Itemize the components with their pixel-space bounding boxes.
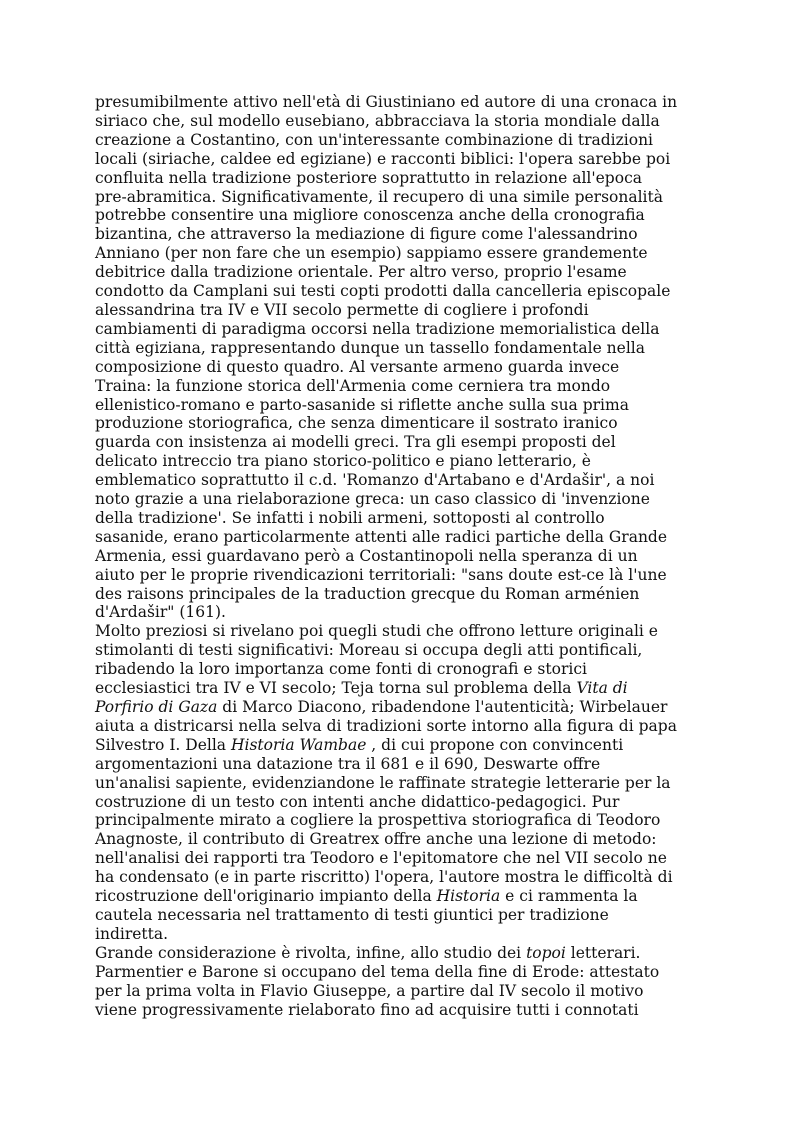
italic-title: Historia: [436, 887, 501, 906]
text-run: per la prima volta in Flavio Giuseppe, a partire dal IV secolo il motivo: [95, 981, 644, 1000]
text-line: [95, 603, 715, 622]
text-line: [95, 585, 715, 604]
text-run: sasanide, erano particolarmente attenti alle radici partiche della Grande: [95, 527, 668, 546]
text-run: Armenia, essi guardavano però a Costantinopoli nella speranza di un: [95, 546, 638, 565]
text-line: [95, 358, 715, 377]
text-line: [95, 660, 715, 679]
text-line: [95, 188, 715, 207]
italic-title: Porfirio di Gaza: [95, 698, 218, 716]
text-line: [95, 433, 715, 452]
text-run: ellenistico-romano e parto-sasanide si riflette anche sulla sua prima: [95, 395, 629, 414]
text-line: [95, 566, 715, 585]
text-run: confluita nella tradizione posteriore soprattutto in relazione all'epoca: [95, 168, 642, 187]
text-run: Anniano (per non fare che un esempio) sappiamo essere grandemente: [95, 244, 648, 263]
text-run: aiuto per le proprie rivendicazioni territoriali: "sans doute est-ce là l'une: [95, 565, 667, 584]
text-run: ribadendo la loro importanza come fonti di cronografi e storici: [95, 660, 587, 679]
text-line: [95, 112, 715, 131]
text-run: composizione di questo quadro. Al versante armeno guarda invece: [95, 357, 620, 376]
text-line: [95, 811, 715, 830]
text-line: [95, 868, 715, 887]
text-run: Molto preziosi si rivelano poi quegli studi che offrono letture originali e: [95, 622, 658, 641]
text-line: [95, 755, 715, 774]
text-line: [95, 396, 715, 415]
text-run: creazione a Costantino, con un'interessante combinazione di tradizioni: [95, 130, 654, 149]
text-run: , di cui propone con convincenti: [366, 735, 624, 754]
text-line: [95, 1001, 715, 1020]
text-run: letterari.: [565, 943, 641, 962]
text-line: [95, 471, 715, 490]
text-run: ricostruzione dell'originario impianto della: [95, 887, 437, 906]
text-line: [95, 263, 715, 282]
text-line: [95, 849, 715, 868]
text-line: [95, 830, 715, 849]
text-run: costruzione di un testo con intenti anche didattico-pedagogici. Pur: [95, 792, 620, 811]
text-line: [95, 225, 715, 244]
text-run: Silvestro I. Della: [95, 735, 231, 754]
text-run: della tradizione'. Se infatti i nobili armeni, sottoposti al controllo: [95, 508, 605, 527]
text-run: delicato intreccio tra piano storico-politico e piano letterario, è: [95, 452, 591, 471]
text-run: emblematico soprattutto il c.d. 'Romanzo d'Artabano e d'Ardašir', a noi: [95, 471, 655, 490]
text-run: Grande considerazione è rivolta, infine, allo studio dei: [95, 943, 527, 962]
text-run: presumibilmente attivo nell'età di Giustiniano ed autore di una cronaca in: [95, 93, 678, 111]
text-line: [95, 282, 715, 301]
text-line: [95, 793, 715, 812]
text-run: locali (siriache, caldee ed egiziane) e racconti biblici: l'opera sarebbe poi: [95, 149, 671, 168]
text-line: [95, 452, 715, 471]
text-line: [95, 414, 715, 433]
text-line: [95, 679, 715, 698]
text-run: città egiziana, rappresentando dunque un tassello fondamentale nella: [95, 338, 645, 357]
text-line: [95, 963, 715, 982]
text-run: e ci rammenta la: [500, 887, 638, 906]
text-run: principalmente mirato a cogliere la prospettiva storiografica di Teodoro: [95, 811, 661, 830]
text-run: pre-abramitica. Significativamente, il recupero di una simile personalità: [95, 187, 663, 206]
text-line: [95, 490, 715, 509]
text-line: [95, 925, 715, 944]
text-line: [95, 698, 715, 717]
text-run: produzione storiografica, che senza dimenticare il sostrato iranico: [95, 414, 618, 433]
text-line: [95, 944, 715, 963]
text-line: [95, 641, 715, 660]
text-line: [95, 377, 715, 396]
text-line: [95, 244, 715, 263]
text-run: stimolanti di testi significativi: Moreau si occupa degli atti pontificali,: [95, 641, 643, 660]
text-run: ha condensato (e in parte riscritto) l'opera, l'autore mostra le difficoltà di: [95, 868, 673, 887]
text-line: [95, 131, 715, 150]
text-line: [95, 887, 715, 906]
text-line: [95, 547, 715, 566]
italic-title: topoi: [526, 943, 566, 962]
text-line: [95, 736, 715, 755]
text-line: [95, 509, 715, 528]
text-line: [95, 301, 715, 320]
text-line: [95, 528, 715, 547]
text-run: debitrice dalla tradizione orientale. Per altro verso, proprio l'esame: [95, 263, 627, 282]
italic-title: Vita di: [576, 679, 628, 698]
text-line: [95, 717, 715, 736]
text-run: nell'analisi dei rapporti tra Teodoro e l'epitomatore che nel VII secolo ne: [95, 849, 667, 868]
text-run: cambiamenti di paradigma occorsi nella tradizione memorialistica della: [95, 319, 660, 338]
text-line: [95, 774, 715, 793]
text-line: [95, 906, 715, 925]
text-run: Traina: la funzione storica dell'Armenia come cerniera tra mondo: [95, 376, 611, 395]
text-line: [95, 622, 715, 641]
text-run: Parmentier e Barone si occupano del tema della fine di Erode: attestato: [95, 962, 660, 981]
text-run: guarda con insistenza ai modelli greci. Tra gli esempi proposti del: [95, 433, 616, 452]
text-run: viene progressivamente rielaborato fino ad acquisire tutti i connotati: [95, 1000, 639, 1019]
text-run: cautela necessaria nel trattamento di testi giuntici per tradizione: [95, 905, 609, 924]
text-run: ecclesiastici tra IV e VI secolo; Teja torna sul problema della: [95, 679, 577, 698]
text-run: di Marco Diacono, ribadendone l'autenticità; Wirbelauer: [217, 698, 668, 716]
text-run: argomentazioni una datazione tra il 681 e il 690, Deswarte offre: [95, 754, 601, 773]
text-run: Anagnoste, il contributo di Greatrex offre anche una lezione di metodo:: [95, 830, 657, 849]
text-line: [95, 150, 715, 169]
text-run: aiuta a districarsi nella selva di tradizioni sorte intorno alla figura di papa: [95, 716, 677, 735]
text-line: [95, 320, 715, 339]
text-run: potrebbe consentire una migliore conoscenza anche della cronografia: [95, 206, 645, 225]
text-line: [95, 93, 715, 112]
italic-title: Historia Wambae: [230, 735, 367, 754]
text-line: [95, 339, 715, 358]
document-body: [95, 93, 715, 1019]
text-run: bizantina, che attraverso la mediazione di figure come l'alessandrino: [95, 225, 638, 244]
text-run: d'Ardašir" (161).: [95, 603, 226, 622]
text-line: [95, 206, 715, 225]
text-line: [95, 169, 715, 188]
text-run: alessandrina tra IV e VII secolo permette di cogliere i profondi: [95, 300, 589, 319]
text-run: un'analisi sapiente, evidenziandone le raffinate strategie letterarie per la: [95, 773, 671, 792]
text-run: noto grazie a una rielaborazione greca: un caso classico di 'invenzione: [95, 490, 650, 509]
text-line: [95, 982, 715, 1001]
text-run: des raisons principales de la traduction grecque du Roman arménien: [95, 584, 640, 603]
text-run: siriaco che, sul modello eusebiano, abbracciava la storia mondiale dalla: [95, 111, 660, 130]
text-run: condotto da Camplani sui testi copti prodotti dalla cancelleria episcopale: [95, 282, 671, 301]
text-run: indiretta.: [95, 924, 169, 943]
